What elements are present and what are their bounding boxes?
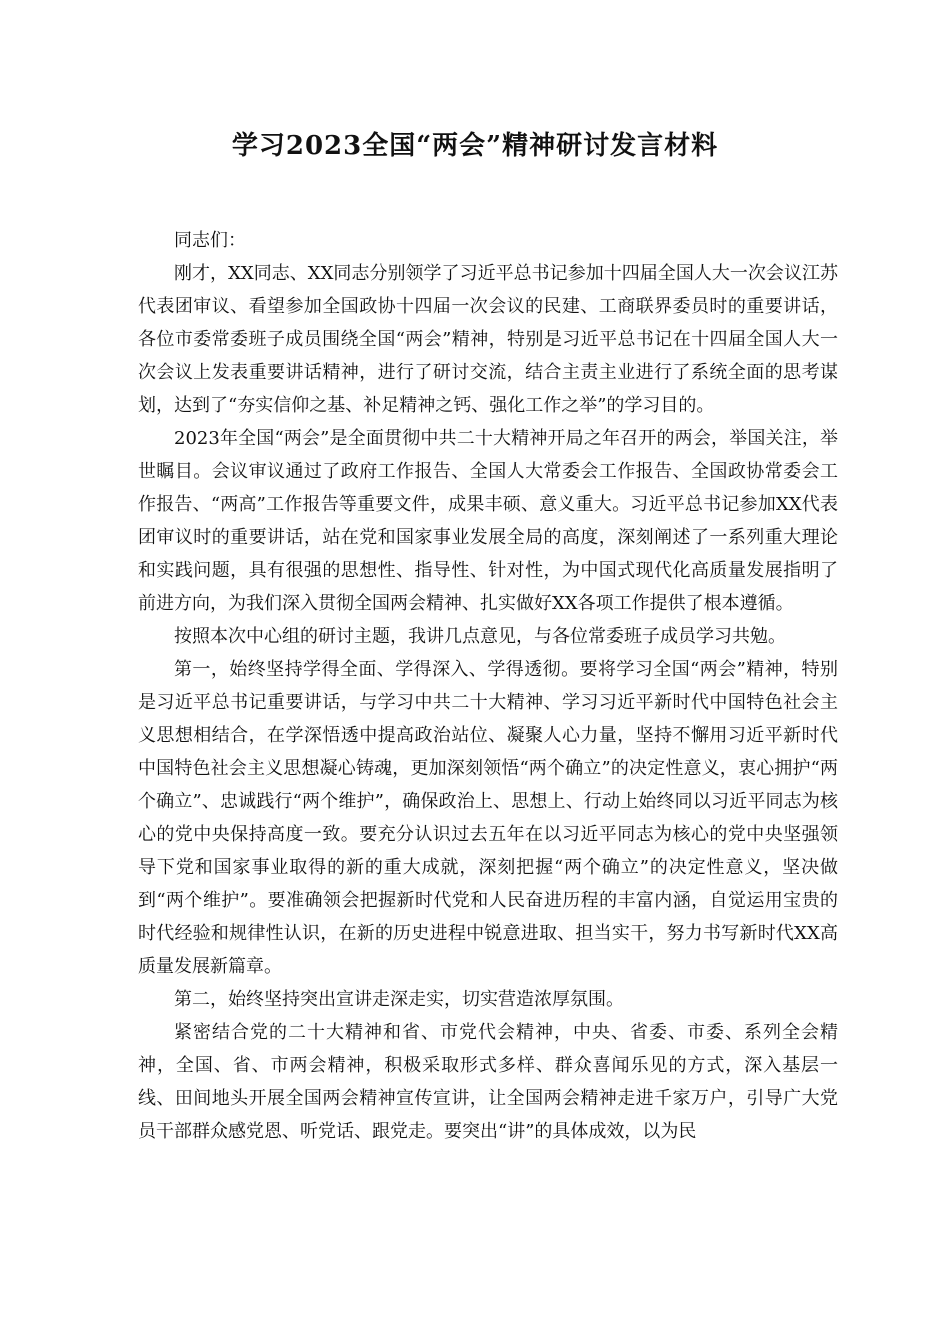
body-paragraph: 刚才，XX同志、XX同志分别领学了习近平总书记参加十四届全国人大一次会议江苏代表团审议、看望参加全国政协十四届一次会议的民建、工商联界委员时的重要讲话，各位市委常委班子成员围绕全国“两会”精神，特别是习近平总书记在十四届全国人大一次会议上发表重要讲话精神，进行了研讨交流，结合主责主业进行了系统全面的思考谋划，达到了“夯实信仰之基、补足精神之钙、强化工作之举”的学习目的。 [138,263,838,416]
body-paragraph: 第二，始终坚持突出宣讲走深走实，切实营造浓厚氛围。 [174,989,624,1010]
body-paragraph: 第一，始终坚持学得全面、学得深入、学得透彻。要将学习全国“两会”精神，特别是习近平总书记重要讲话，与学习中共二十大精神、学习习近平新时代中国特色社会主义思想相结合，在学深悟透中提高政治站位、凝聚人心力量，坚持不懈用习近平新时代中国特色社会主义思想凝心铸魂，更加深刻领悟“两个确立”的决定性意义，衷心拥护“两个确立”、忠诚践行“两个维护”，确保政治上、思想上、行动上始终同以习近平同志为核心的党中央保持高度一致。要充分认识过去五年在以习近平同志为核心的党中央坚强领导下党和国家事业取得的新的重大成就，深刻把握“两个确立”的决定性意义，坚决做到“两个维护”。要准确领会把握新时代党和人民奋进历程的丰富内涵，自觉运用宝贵的时代经验和规律性认识，在新的历史进程中锐意进取、担当实干，努力书写新时代XX高质量发展新篇章。 [138,659,838,977]
body-paragraph: 按照本次中心组的研讨主题，我讲几点意见，与各位常委班子成员学习共勉。 [174,626,786,647]
salutation-paragraph: 同志们： [174,230,246,251]
document-body [138,224,838,1148]
body-paragraph: 2023年全国“两会”是全面贯彻中共二十大精神开局之年召开的两会，举国关注，举世瞩目。会议审议通过了政府工作报告、全国人大常委会工作报告、全国政协常委会工作报告、“两高”工作报告等重要文件，成果丰硕、意义重大。习近平总书记参加XX代表团审议时的重要讲话，站在党和国家事业发展全局的高度，深刻阐述了一系列重大理论和实践问题，具有很强的思想性、指导性、针对性，为中国式现代化高质量发展指明了前进方向，为我们深入贯彻全国两会精神、扎实做好XX各项工作提供了根本遵循。 [138,428,838,614]
document-title: 学习2023全国“两会”精神研讨发言材料 [231,131,719,161]
body-paragraph: 紧密结合党的二十大精神和省、市党代会精神，中央、省委、市委、系列全会精神，全国、省、市两会精神，积极采取形式多样、群众喜闻乐见的方式，深入基层一线、田间地头开展全国两会精神宣传宣讲，让全国两会精神走进千家万户，引导广大党员干部群众感党恩、听党话、跟党走。要突出“讲”的具体成效，以为民 [138,1022,838,1142]
